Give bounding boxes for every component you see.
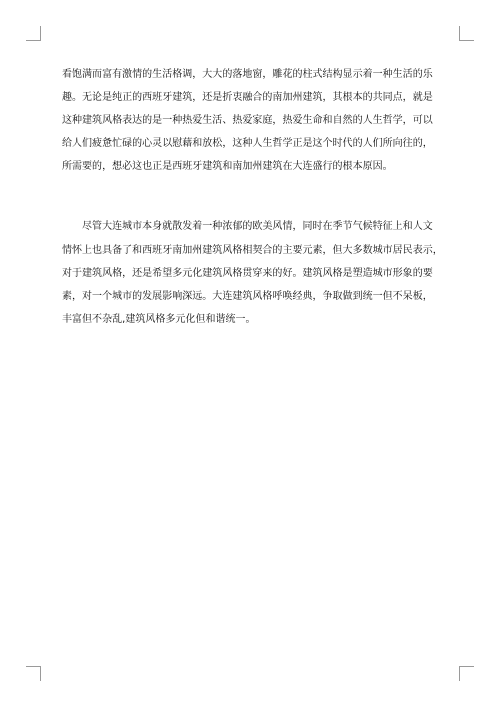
text-line: 情怀上也具备了和西班牙南加州建筑风格相契合的主要元素，但大多数城市居民表示， [62,244,443,256]
crop-mark-bottom-right [459,666,474,681]
paragraph [62,63,442,178]
crop-mark-top-right [459,26,474,41]
text-line: 素，对一个城市的发展影响深远。大连建筑风格呼唤经典，争取做到统一但不呆板， [62,290,433,302]
text-line: 丰富但不杂乱,建筑风格多元化但和谐统一。 [62,313,256,325]
text-line: 看饱满而富有激情的生活格调，大大的落地窗，雕花的柱式结构显示着一种生活的乐 [62,69,433,80]
paragraph-gap [62,178,442,215]
text-line: 所需要的，想必这也正是西班牙建筑和南加州建筑在大连盛行的根本原因。 [62,161,393,173]
text-line: 趣。无论是纯正的西班牙建筑，还是折衷融合的南加州建筑，其根本的共同点，就是 [62,92,433,104]
crop-mark-top-left [26,26,41,41]
text-line: 对于建筑风格，还是希望多元化建筑风格贯穿来的好。建筑风格是塑造城市形象的要 [62,267,433,279]
text-line: 给人们疲惫忙碌的心灵以慰藉和放松，这种人生哲学正是这个时代的人们所向往的， [62,138,433,150]
page-body [62,63,442,331]
text-line: 尽管大连城市本身就散发着一种浓郁的欧美风情，同时在季节气候特征上和人文 [62,221,433,233]
text-line: 这种建筑风格表达的是一种热爱生活、热爱家庭，热爱生命和自然的人生哲学，可以 [62,115,433,127]
paragraph [62,215,442,330]
crop-mark-bottom-left [26,666,41,681]
